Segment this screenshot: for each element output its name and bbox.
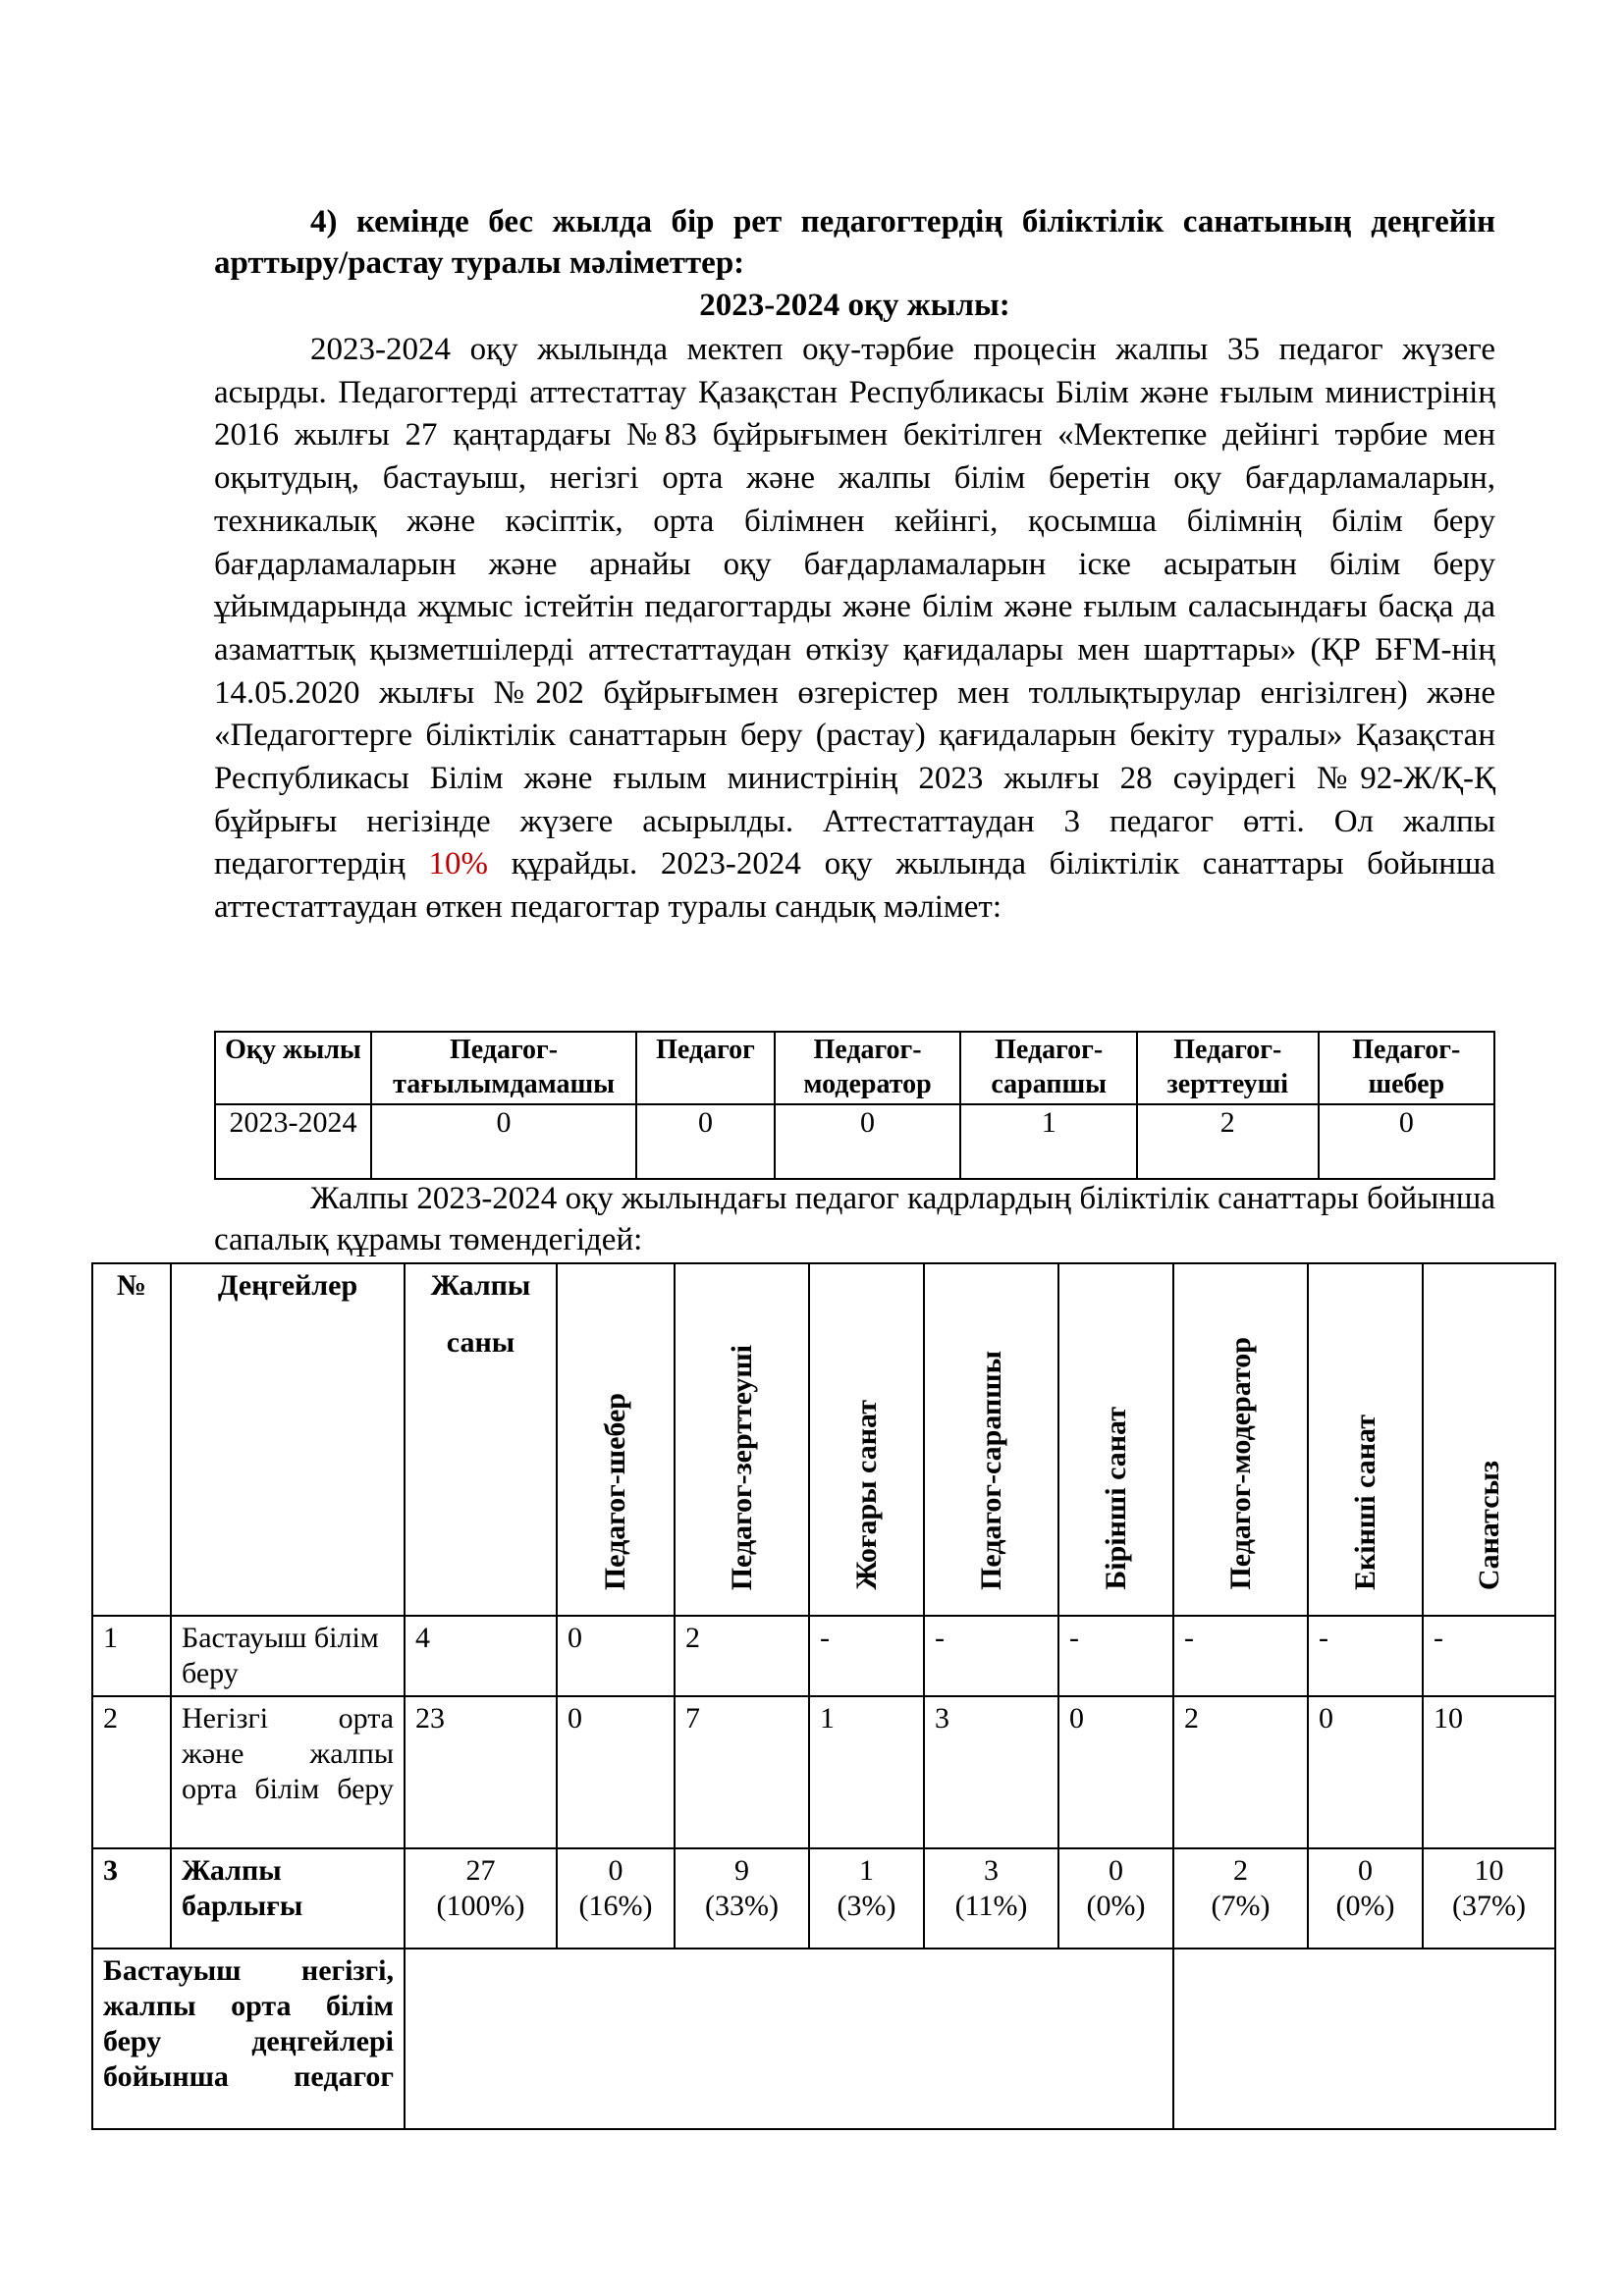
cell-value: - [1058,1616,1173,1696]
cell-value: 3 [924,1696,1058,1848]
table-row [92,1696,1555,1848]
header-first-category: Бірінші санат [1058,1263,1173,1616]
cell-value: 0 (0%) [1058,1848,1173,1949]
header-moderator: Педагог-модератор [1173,1263,1308,1616]
header-number: № [92,1263,171,1616]
cell-value: 1 (3%) [809,1848,924,1949]
empty-cell [1173,1949,1555,2129]
header-highest-category: Жоғары санат [809,1263,924,1616]
cell-value: 10 [1423,1696,1555,1848]
row-level: Жалпы барлығы [171,1848,405,1949]
header-trainee: Педагог-тағылымдамашы [371,1032,636,1104]
cell-value: 0 (16%) [557,1848,675,1949]
composition-paragraph: Жалпы 2023-2024 оқу жылындағы педагог кадрлардың біліктілік санаттары бойынша сапалық құрамы төмендегідей: [214,1181,1495,1257]
table-header-row [92,1263,1555,1616]
cell-value: 0 [557,1616,675,1696]
attestation-paragraph [214,329,1495,930]
cell-value: 0 [636,1104,774,1179]
row-total: 23 [405,1696,557,1848]
cell-value: 2 (7%) [1173,1848,1308,1949]
table-row [92,1848,1555,1949]
cell-value: 9 (33%) [675,1848,809,1949]
cell-value: 1 [809,1696,924,1848]
header-total [405,1263,557,1616]
cell-value: 0 (0%) [1308,1848,1423,1949]
header-expert: Педагог-сарапшы [960,1032,1137,1104]
cell-value: - [1308,1616,1423,1696]
row-level: Бастауыш негізгі, жалпы орта білім беру деңгейлері бойынша педагог [92,1949,405,2129]
cell-value: 0 [775,1104,961,1179]
cell-value: 10 (37%) [1423,1848,1555,1949]
cell-value: 3 (11%) [924,1848,1058,1949]
header-levels: Деңгейлер [171,1263,405,1616]
section-heading: 4) кемінде бес жылда бір рет педагогтердің біліктілік санатының деңгейін арттыру/растау туралы мәліметтер: [214,204,1495,281]
header-researcher: Педагог-зерттеуші [1137,1032,1319,1104]
attestation-table [214,1031,1495,1180]
paragraph-text: 2023-2024 оқу жылында мектеп оқу-тәрбие процесін жалпы 35 педагог жүзеге асырды. Педагогтерді аттестаттау Қазақстан Республикасы Білім және ғылым министрінің 2016 жылғы 27 қаңтардағы №83 бұйрығымен бекітілген «Мектепке дейінгі тәрбие мен оқытудың, бастауыш, негізгі орта және жалпы білім беретін оқу бағдарламаларын, техникалық және кәсіптік, орта білімнен кейінгі, қосымша білімнің білім беру бағдарламаларын және арнайы оқу бағдарламаларын іске асыратын білім беру ұйымдарында жұмыс істейтін педагогтарды және білім және ғылым саласындағы басқа да азаматтық қызметшілерді аттестаттаудан өткізу қағидалары мен шарттары» (ҚР БҒМ-нің 14.05.2020 жылғы №202 бұйрығымен өзгерістер мен толлықтырулар енгізілген) және «Педагогтерге біліктілік санаттарын беру (растау) қағидаларын бекіту туралы» Қазақстан Республикасы Білім және ғылым министрінің 2023 жылғы 28 сәуірдегі №92-Ж/Қ-Қ бұйрығы негізінде жүзеге асырылды. Аттестаттаудан 3 педагог өтті. Ол жалпы педагогтердің [214,332,1495,882]
cell-value: 2 [1137,1104,1319,1179]
header-second-category: Екінші санат [1308,1263,1423,1616]
cell-value: 2 [1173,1696,1308,1848]
cell-value: 1 [960,1104,1137,1179]
header-academic-year: Оқу жылы [215,1032,371,1104]
row-total: 4 [405,1616,557,1696]
empty-cell [405,1949,1173,2129]
header-total-line2: саны [446,1326,515,1359]
academic-year-title: 2023-2024 оқу жылы: [699,288,1010,323]
header-expert: Педагог-сарапшы [924,1263,1058,1616]
row-number: 2 [92,1696,171,1848]
row-number: 3 [92,1848,171,1949]
header-pedagog: Педагог [636,1032,774,1104]
cell-value: 0 [1319,1104,1494,1179]
row-number: 1 [92,1616,171,1696]
header-researcher: Педагог-зерттеуші [675,1263,809,1616]
table-row [92,1949,1555,2129]
header-master: Педагог-шебер [1319,1032,1494,1104]
table-header-row [215,1032,1494,1104]
cell-value: 2 [675,1616,809,1696]
paragraph-text-end: құрайды. 2023-2024 оқу жылында біліктілік санаттары бойынша аттестаттаудан өткен педагогтар туралы сандық мәлімет: [214,846,1496,926]
cell-value: 7 [675,1696,809,1848]
cell-value: - [924,1616,1058,1696]
header-no-category: Санатсыз [1423,1263,1555,1616]
table-row [92,1616,1555,1696]
cell-value: - [809,1616,924,1696]
header-moderator: Педагог-модератор [775,1032,961,1104]
percentage-highlight: 10% [428,846,488,882]
cell-year: 2023-2024 [215,1104,371,1179]
row-total: 27 (100%) [405,1848,557,1949]
header-master: Педагог-шебер [557,1263,675,1616]
cell-value: 0 [1058,1696,1173,1848]
table-row [215,1104,1494,1179]
cell-value: 0 [1308,1696,1423,1848]
cell-value: 0 [557,1696,675,1848]
row-level: Бастауыш білім беру [171,1616,405,1696]
qualification-table [91,1262,1556,2130]
row-level: Негізгі орта және жалпы орта білім беру [171,1696,405,1848]
cell-value: - [1423,1616,1555,1696]
cell-value: - [1173,1616,1308,1696]
cell-value: 0 [371,1104,636,1179]
header-total-line1: Жалпы [430,1269,531,1302]
